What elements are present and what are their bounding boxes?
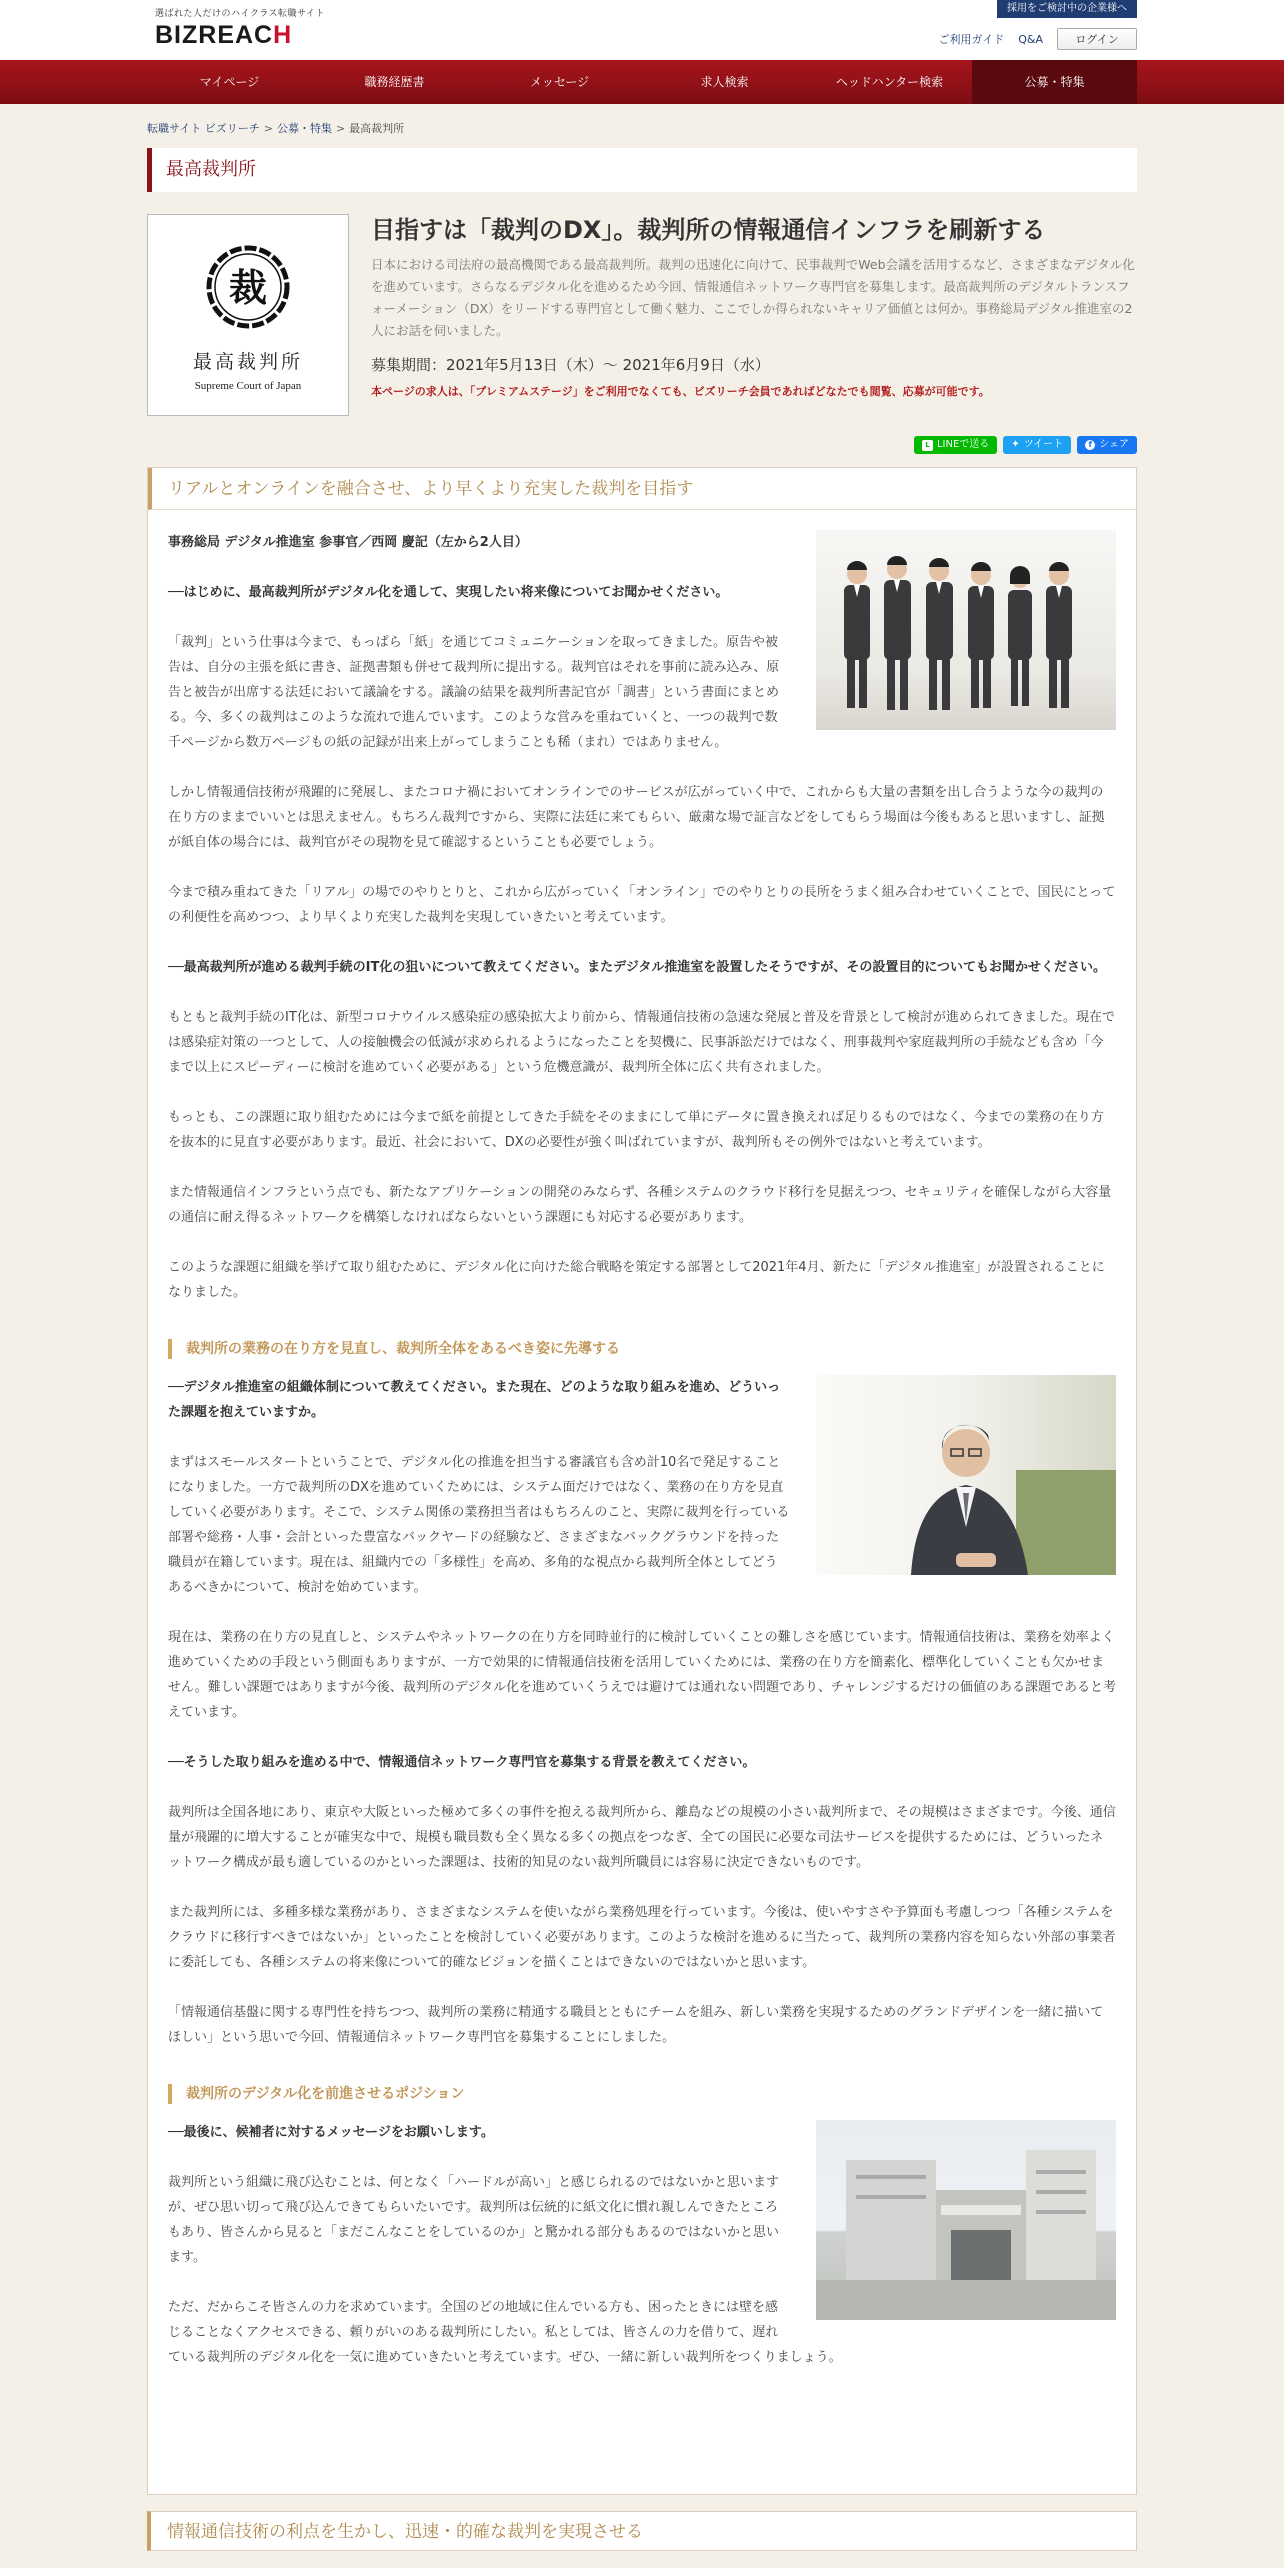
application-period: 募集期間：2021年5月13日（木）〜 2021年6月9日（水） [371,356,770,374]
interview-answer: 現在は、業務の在り方の見直しと、システムやネットワークの在り方を同時並行的に検討していくことの難しさを感じています。情報通信技術は、業務を効率よく進めていくための手段という側面もありますが、一方で効果的に情報通信技術を活用していくためには、業務の在り方を簡素化、標準化していくことも欠かせません。難しい課題ではありますが今後、裁判所のデジタル化を進めていくうえでは避けては通れない問題であり、チャレンジするだけの価値のある課題であると考えています。 [168,1630,1116,1720]
tweet-button[interactable] [1003,436,1071,454]
site-logo[interactable] [155,6,325,49]
interview-question: ──はじめに、最高裁判所がデジタル化を通して、実現したい将来像についてお聞かせください。 [168,585,729,600]
photo-group [816,530,1116,730]
interview-question: ──最後に、候補者に対するメッセージをお願いします。 [168,2125,494,2140]
logo-tagline: 選ばれた人だけのハイクラス転職サイト [155,9,325,19]
interview-answer: 裁判所は全国各地にあり、東京や大阪といった極めて多くの事件を抱える裁判所から、離島などの規模の小さい裁判所まで、その規模はさまざまです。今後、通信量が飛躍的に増大することが確実な中で、規模も職員数も全く異なる多くの拠点をつなぎ、全ての国民に必要な司法サービスを提供するためには、どういったネットワーク構成が最も適しているのかといった課題は、技術的知見のない裁判所職員には容易に決定できないものです。 [168,1805,1116,1870]
portrait-photo-image [816,1375,1116,1575]
breadcrumb [147,104,1137,146]
photo-portrait [816,1375,1116,1575]
guide-link[interactable]: ご利用ガイド [938,33,1005,46]
line-share-button[interactable] [914,436,997,454]
interview-answer: もともと裁判手続のIT化は、新型コロナウイルス感染症の感染拡大より前から、情報通信技術の急速な発展と普及を背景として検討が進められてきました。現在では感染症対策の一つとして、人の接触機会の低減が求められるようになったことを契機に、民事訴訟だけではなく、刑事裁判や家庭裁判所の手続なども含め「今まで以上にスピーディーに検討を進めていく必要がある」という危機意識が、裁判所全体に広く共有されました。 [168,1010,1115,1075]
interview-answer: 今まで積み重ねてきた「リアル」の場でのやりとりと、これから広がっていく「オンライン」でのやりとりの長所をうまく組み合わせていくことで、国民にとっての利便性を高めつつ、より早くより充実した裁判を実現していきたいと考えています。 [168,885,1116,925]
global-nav [0,60,1284,104]
interview-answer: 「裁判」という仕事は今まで、もっぱら「紙」を通じてコミュニケーションを取ってきました。原告や被告は、自分の主張を紙に書き、証拠書類も併せて裁判所に提出する。裁判官はそれを事前に読み込み、原告と被告が出席する法廷において議論をする。議論の結果を裁判所書記官が「調書」という書面にまとめる。今、多くの裁判はこのような流れで進んでいます。このような営みを重ねていくと、一つの裁判で数千ページから数万ページもの紙の記録が出来上がってしまうことも稀（まれ）ではありません。 [168,635,780,750]
next-section-heading: 情報通信技術の利点を生かし、迅速・的確な裁判を実現させる [147,2511,1137,2551]
photo-building [816,2120,1116,2320]
nav-item-mypage[interactable]: マイページ [199,75,260,89]
share-buttons [914,436,1137,454]
interview-answer: しかし情報通信技術が飛躍的に発展し、またコロナ禍においてオンラインでのサービスが広がっていく中で、これからも大量の書類を出し合うような今の裁判の在り方のままでいいとは思えません。もちろん裁判ですから、実際に法廷に来てもらい、厳粛な場で証言などをしてもらう場面は今後もあると思いますし、証拠が紙自体の場合には、裁判官がその現物を見て確認するということも必要でしょう。 [168,785,1105,850]
breadcrumb-separator: > [263,122,273,135]
interview-answer: 「情報通信基盤に関する専門性を持ちつつ、裁判所の業務に精通する職員とともにチームを組み、新しい業務を実現するためのグランドデザインを一緒に描いてほしい」という思いで今回、情報通信ネットワーク専門官を募集することにしました。 [168,2005,1104,2045]
breadcrumb-section[interactable]: 公募・特集 [276,122,332,135]
logo-wordmark-main: BIZREAC [155,21,274,49]
interview-article [147,467,1137,2495]
interview-question: ──デジタル推進室の組織体制について教えてください。また現在、どのような取り組みを進め、どういった課題を抱えていますか。 [168,1380,781,1420]
sub-heading: 裁判所のデジタル化を前進させるポジション [168,2084,1116,2104]
article-title: 目指すは「裁判のDX」。裁判所の情報通信インフラを刷新する [371,216,1046,244]
intro-section [147,214,1137,459]
logo-wordmark-end: H [273,21,293,49]
breadcrumb-current: 最高裁判所 [349,122,405,135]
line-icon: L [922,440,933,451]
logo-wordmark [155,21,325,49]
nav-item-messages[interactable]: メッセージ [529,75,590,89]
article-lead: 日本における司法府の最高機関である最高裁判所。裁判の迅速化に向けて、民事裁判でWeb会議を活用するなど、さまざまなデジタル化を進めています。さらなるデジタル化を進めるため今回、情報通信ネットワーク専門官を募集します。最高裁判所のデジタルトランスフォーメーション（DX）をリードする専門官として働く魅力、ここでしか得られないキャリア価値とは何か。事務総局デジタル推進室の2人にお話を伺いました。 [371,257,1135,338]
interview-answer: このような課題に組織を挙げて取り組むために、デジタル化に向けた総合戦略を策定する部署として2021年4月、新たに「デジタル推進室」が設置されることになりました。 [168,1260,1105,1300]
facebook-share-label: シェア [1099,439,1129,450]
interview-answer: ただ、だからこそ皆さんの力を求めています。全国のどの地域に住んでいる方も、困ったときには壁を感じることなくアクセスできる、頼りがいのある裁判所にしたい。私としては、皆さんの力を借りて、遅れている裁判所のデジタル化を一気に進めていきたいと考えています。ぜひ、一緒に新しい裁判所をつくりましょう。 [168,2300,842,2365]
interview-answer: また裁判所には、多種多様な業務があり、さまざまなシステムを使いながら業務処理を行っています。今後は、使いやすさや予算面も考慮しつつ「各種システムをクラウドに移行すべきではないか」といったことを検討していく必要があります。このような検討を進めるに当たって、裁判所の業務内容を知らない外部の事業者に委託しても、各種システムの将来像について的確なビジョンを描くことはできないのではないかと思います。 [168,1905,1116,1970]
court-emblem-icon [148,237,348,341]
intro-body [371,214,1137,399]
facebook-icon: f [1085,440,1095,450]
interview-question: ──最高裁判所が進める裁判手続のIT化の狙いについて教えてください。またデジタル推進室を設置したそうですが、その設置目的についてもお聞かせください。 [168,960,1107,975]
nav-item-resume[interactable]: 職務経歴書 [364,75,425,89]
article-section-heading: リアルとオンラインを融合させ、より早くより充実した裁判を目指す [148,468,1136,510]
qa-link[interactable]: Q&A [1018,32,1043,46]
twitter-bird-icon: ✦ [1011,439,1020,450]
page-heading: 最高裁判所 [147,148,1137,192]
header-links [939,28,1137,50]
group-photo-image [816,530,1116,730]
breadcrumb-separator: > [335,122,346,135]
speaker-caption: 事務総局 デジタル推進室 参事官／西岡 慶記（左から2人目） [168,535,528,550]
nav-item-job-search[interactable]: 求人検索 [700,75,749,89]
main-content [147,104,1137,2551]
court-logo [147,214,349,416]
site-header [0,0,1284,60]
sub-heading: 裁判所の業務の在り方を見直し、裁判所全体をあるべき姿に先導する [168,1339,1116,1359]
court-name-ja: 最高裁判所 [192,351,303,373]
facebook-share-button[interactable] [1077,436,1137,454]
interview-question: ──そうした取り組みを進める中で、情報通信ネットワーク専門官を募集する背景を教えてください。 [168,1755,756,1770]
court-building-photo-image [816,2120,1116,2320]
interview-answer: 裁判所という組織に飛び込むことは、何となく「ハードルが高い」と感じられるのではないかと思いますが、ぜひ思い切って飛び込んできてもらいたいです。裁判所は伝統的に紙文化に慣れ親しんできたところもあり、皆さんから見ると「まだこんなことをしているのか」と驚かれる部分もあるのではないかと思います。 [168,2175,780,2265]
interview-answer: また情報通信インフラという点でも、新たなアプリケーションの開発のみならず、各種システムのクラウド移行を見据えつつ、セキュリティを確保しながら大容量の通信に耐え得るネットワークを構築しなければならないという課題にも対応する必要があります。 [168,1185,1112,1225]
line-share-label: LINEで送る [936,439,990,450]
nav-item-headhunter-search[interactable]: ヘッドハンター検索 [835,75,944,89]
corporate-inquiry-button[interactable]: 採用をご検討中の企業様へ [997,0,1137,18]
nav-item-features[interactable]: 公募・特集 [972,60,1137,104]
breadcrumb-home[interactable]: 転職サイト ビズリーチ [147,122,260,135]
login-button[interactable]: ログイン [1057,28,1137,50]
court-name-en: Supreme Court of Japan [194,380,302,392]
interview-answer: まずはスモールスタートということで、デジタル化の推進を担当する審議官も含め計10名で発足することになりました。一方で裁判所のDXを進めていくためには、システム面だけではなく、業務の在り方を見直していく必要があります。そこで、システム関係の業務担当者はもちろんのこと、実際に裁判を行っている部署や総務・人事・会計といった豊富なバックヤードの経験など、さまざまなバックグラウンドを持った職員が在籍しています。現在は、組織内での「多様性」を高め、多角的な視点から裁判所全体としてどうあるべきかについて、検討を始めています。 [168,1455,790,1595]
tweet-label: ツイート [1023,439,1064,450]
court-emblem-char: 裁 [228,265,268,310]
membership-notice: 本ページの求人は、「プレミアムステージ」をご利用でなくても、ビズリーチ会員であればどなたでも閲覧、応募が可能です。 [371,385,990,398]
interview-answer: もっとも、この課題に取り組むためには今まで紙を前提としてきた手続をそのままにして単にデータに置き換えれば足りるものではなく、今までの業務の在り方を抜本的に見直す必要があります。最近、社会において、DXの必要性が強く叫ばれていますが、裁判所もその例外ではないと考えています。 [168,1110,1104,1150]
